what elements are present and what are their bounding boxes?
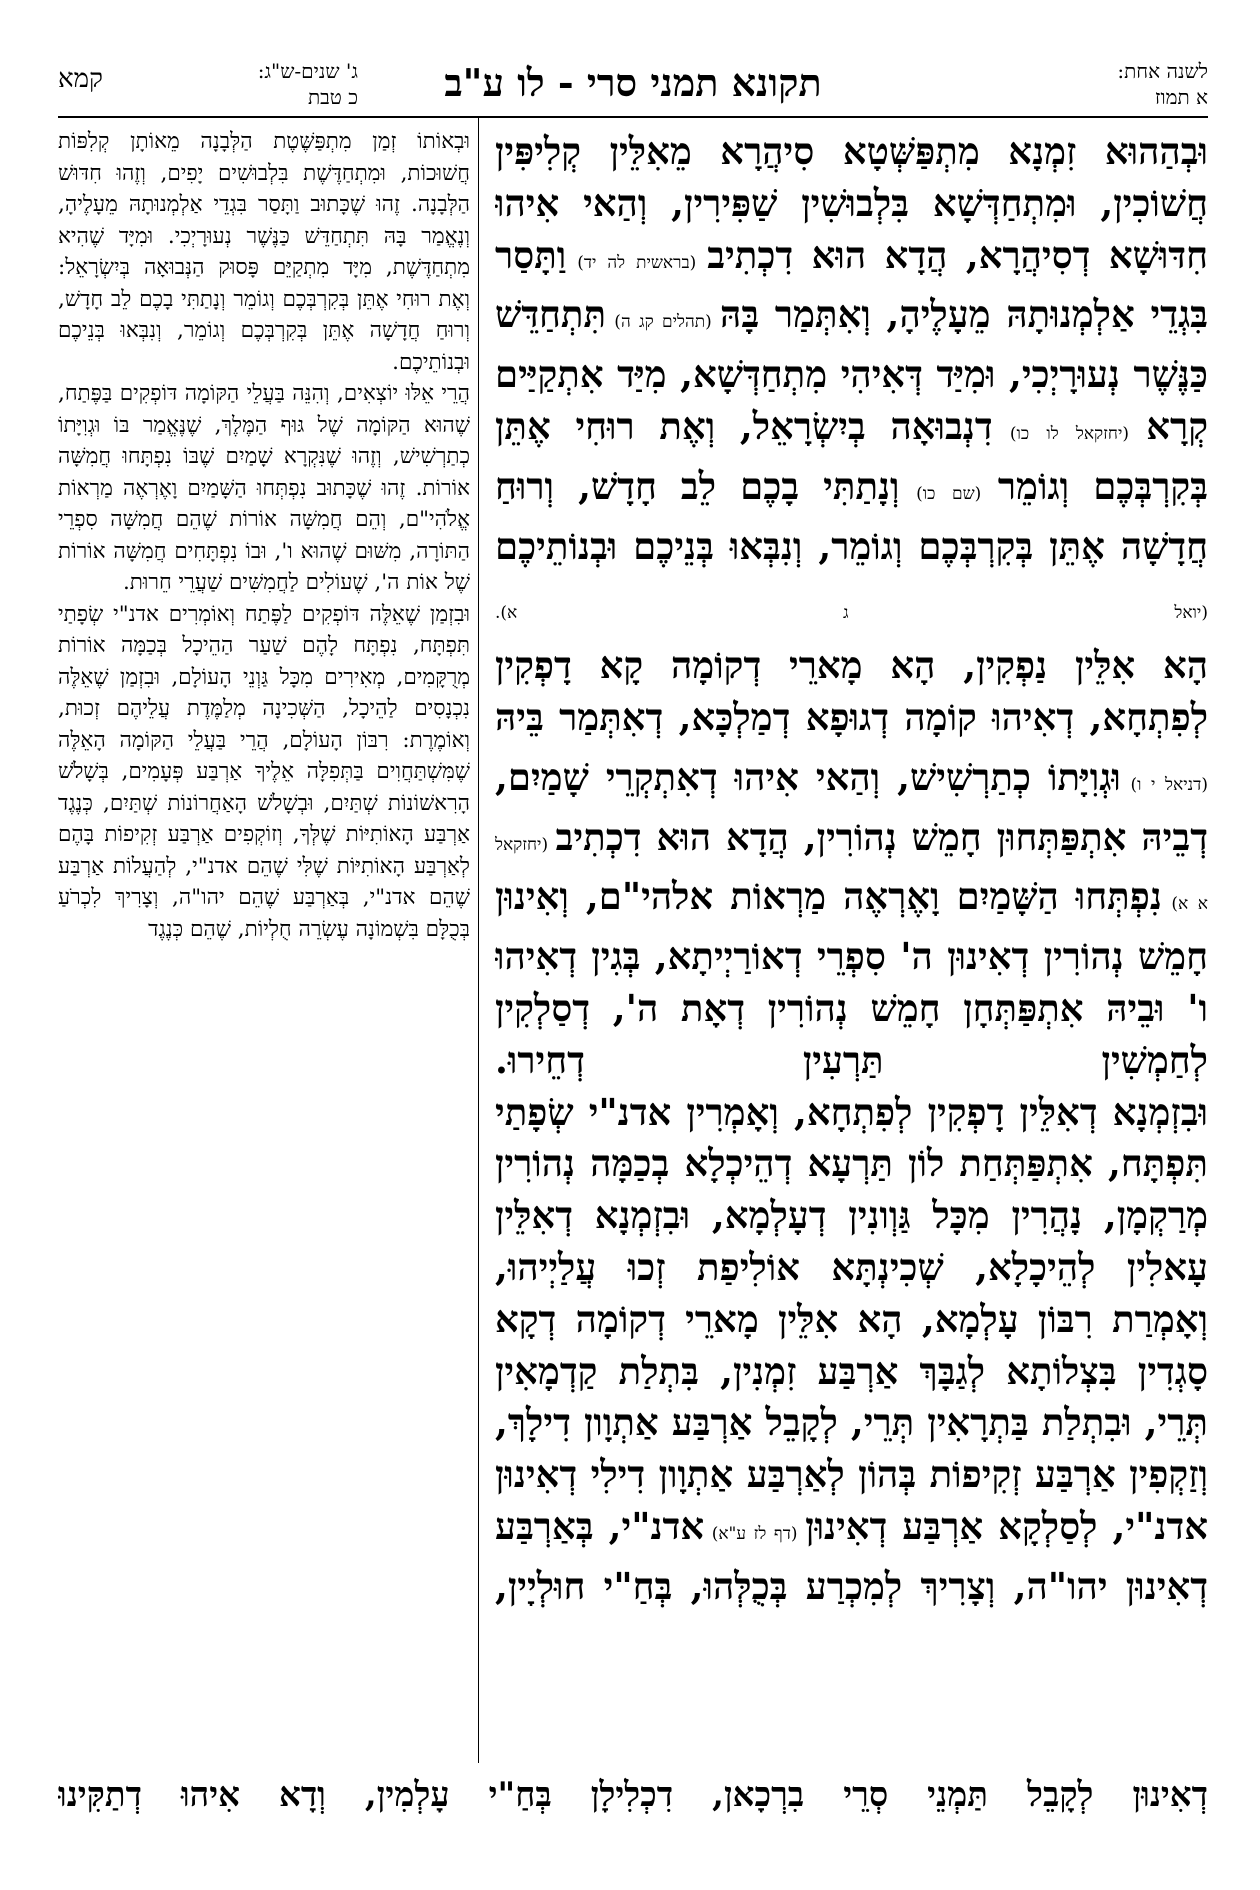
main-text-segment: וַתָּסַר בִּגְדֵי אַלְמְנוּתָהּ מֵעָלֶיהָ, וְאִתְּמַר בָּהּ [495, 232, 1208, 337]
main-text-segment: וּבִזְמְנָא דְאִלֵּין דָפְקִין לְפִתְחָא, וְאָמְרִין אדנ"י שְׂפָתַי תִּפְתָּח, אִתְפַּתְּחַת לוֹן תַּרְעָא דְהֵיכְלָא בְכַמָּה נְהוֹרִין מְרַקְמָן, נָהֲרִין מִכָּל גַּוְונִין דְעָלְמָא, וּבִזְמְנָא דְאִלֵּין עָאלִין לְהֵיכָלָא, שְׁכִינְתָּא אוֹלִיפַת זְכוּ עֲלַיְיהוּ, וְאָמְרַת רִבּוֹן עָלְמָא, הָא אִלֵּין מָארֵי דְקוֹמָה דְקָא סָגְדִין בִּצְלוֹתָא לְגַבָּךְ אַרְבַּע זִמְנִין, בִּתְלַת קַדְמָאִין תְּרֵי, וּבִתְלַת בַּתְרָאִין תְּרֵי, לְקָבֵל אַרְבַּע אַתְוָון דִילָךְ, וְזַקְפִין אַרְבַּע זְקִיפוֹת בְּהוֹן לְאַרְבַּע אַתְוָון דִילִי דְאִינוּן אדנ"י, לְסַלְקָא אַרְבַּע דְאִינוּן [495, 1089, 1208, 1548]
translation-paragraph: וּבִזְמַן שֶׁאֵלֶּה דּוֹפְקִים לַפֶּתַח וְאוֹמְרִים אדנ"י שְׂפָתַי תִּפְתָּח, נִפְתָּח לָהֶם שַׁעַר הַהֵיכָל בְּכַמָּה אוֹרוֹת מְרֻקָּמִים, מְאִירִים מִכָּל גַּוְנֵי הָעוֹלָם, וּבִזְמַן שֶׁאֵלֶּה נִכְנָסִים לַהֵיכָל, הַשְּׁכִינָה מְלַמֶּדֶת עֲלֵיהֶם זְכוּת, וְאוֹמֶרֶת: רִבּוֹן הָעוֹלָם, הֲרֵי בַּעֲלֵי הַקּוֹמָה הָאֵלֶּה שֶׁמִּשְׁתַּחֲוִים בַּתְּפִלָּה אֵלֶיךָ אַרְבַּע פְּעָמִים, בְּשָׁלֹשׁ הָרִאשׁוֹנוֹת שְׁתַּיִם, וּבְשָׁלֹשׁ הָאַחֲרוֹנוֹת שְׁתַּיִם, כְּנֶגֶד אַרְבַּע הָאוֹתִיּוֹת שֶׁלְּךָ, וְזוֹקְפִים אַרְבַּע זְקִיפוֹת בָּהֶם לְאַרְבַּע הָאוֹתִיּוֹת שֶׁלִּי שֶׁהֵם אדנ"י, לְהַעֲלוֹת אַרְבַּע שֶׁהֵם אדנ"י, בְּאַרְבַּע שֶׁהֵם יהו"ה, וְצָרִיךְ לִכְרֹעַ בְּכֻלָּם בִּשְׁמוֹנָה עֶשְׂרֵה חֻלְיוֹת, שֶׁהֵם כְּנֶגֶד [58, 601, 470, 942]
schedule-label: ג' שנים-ש"ג: [257, 59, 358, 83]
page-title: תקונא תמני סרי - לו ע"ב [444, 60, 822, 105]
main-text-segment: הָא אִלֵּין נַפְקִין, הָא מָארֵי דְקוֹמָה קָא דָפְקִין לְפִתְחָא, דְאִיהוּ קוֹמָה דְגוּפָא דְמַלְכָּא, דְאִתְּמַר בֵּיהּ [495, 643, 1208, 739]
verse-reference: (דניאל י ו) [1120, 774, 1208, 795]
main-text-segment: וְנָתַתִּי בָכֶם לֵב חָדָשׁ, וְרוּחַ חֲדָשָׁה אֶתֵּן בְּקִרְבְּכֶם וְגוֹמֵר, וְנִבְּאוּ בְּנֵיכֶם וּבְנוֹתֵיכֶם [495, 463, 1208, 568]
main-text-segment: תִּתְחַדֵּשׁ כַּנֶּשֶׁר נְעוּרָיְכִי, וּמִיַּד דְּאִיהִי מִתְחַדְּשָׁא, מִיַּד אִתְקַיַּים קְרָא [495, 292, 1208, 448]
verse-reference: (יואל ג א). [495, 603, 1208, 624]
schedule-date: כ טבת [307, 85, 358, 109]
main-text-segment: וּגְוִיָּתוֹ כְתַרְשִׁישׁ, וְהַאי אִיהוּ דְאִתְקְרֵי שָׁמַיִם, דְבֵיהּ אִתְפַּתְּחוּן חָמֵשׁ נְהוֹרִין, הֲדָא הוּא דִכְתִיב [495, 754, 1208, 859]
leaf-number: קמא [58, 64, 103, 94]
main-text-segment: אדנ"י, בְּאַרְבַּע דְאִינוּן יהו"ה, וְצָרִיךְ לְמִכְרַע בְּכֻלְּהוּ, בְּחַ"י חוּלְיָין, [495, 1503, 1208, 1608]
verse-reference: (יחזקאל לו כו) [992, 423, 1147, 444]
header-rule [58, 116, 1208, 118]
translation-paragraph: הֲרֵי אֵלּוּ יוֹצְאִים, וְהִנֵּה בַּעֲלֵי הַקּוֹמָה דּוֹפְקִים בַּפֶּתַח, שֶׁהוּא הַקּוֹמָה שֶׁל גּוּף הַמֶּלֶךְ, שֶׁנֶּאֱמַר בּוֹ וּגְוִיָּתוֹ כְתַרְשִׁישׁ, וְזֶהוּ שֶׁנִּקְרָא שָׁמַיִם שֶׁבּוֹ נִפְתָּחוּ חֲמִשָּׁה אוֹרוֹת. זֶהוּ שֶׁכָּתוּב נִפְתְּחוּ הַשָּׁמַיִם וָאֶרְאֶה מַרְאוֹת אֱלֹהִי"ם, וְהֵם חֲמִשָּׁה אוֹרוֹת שֶׁהֵם חֲמִשָּׁה סִפְרֵי הַתּוֹרָה, מִשּׁוּם שֶׁהוּא ו', וּבוֹ נִפְתָּחִים חֲמִשָּׁה אוֹרוֹת שֶׁל אוֹת ה', שֶׁעוֹלִים לַחֲמִשִּׁים שַׁעֲרֵי חֵרוּת. [58, 381, 470, 595]
verse-reference: (שם כו) [899, 483, 998, 504]
main-aramaic-text [495, 126, 1208, 1766]
column-divider [478, 118, 479, 1763]
verse-reference: (בראשית לה יד) [566, 252, 708, 273]
page-header [58, 54, 1208, 114]
main-paragraph [495, 640, 1208, 1086]
study-schedule-three-years [158, 58, 358, 110]
schedule-label: לשנה אחת: [1117, 59, 1208, 83]
translation-paragraph: וּבְאוֹתוֹ זְמַן מִתְפַּשֶּׁטֶת הַלְּבָנָה מֵאוֹתָן קְלִפּוֹת חֲשׁוּכוֹת, וּמִתְחַדֶּשֶׁת בִּלְבוּשִׁים יָפִים, וְזֶהוּ חִדּוּשׁ הַלְּבָנָה. זֶהוּ שֶׁכָּתוּב וַתָּסַר בִּגְדֵי אַלְמְנוּתָהּ מֵעָלֶיהָ, וְנֶאֱמַר בָּהּ תִּתְחַדֵּשׁ כַּנֶּשֶׁר נְעוּרָיְכִי. וּמִיָּד שֶׁהִיא מִתְחַדֶּשֶׁת, מִיָּד מִתְקַיֵּם פָּסוּק הַנְּבוּאָה בְּיִשְׂרָאֵל: וְאֶת רוּחִי אֶתֵּן בְּקִרְבְּכֶם וְגוֹמֵר וְנָתַתִּי בָכֶם לֵב חָדָשׁ, וְרוּחַ חֲדָשָׁה אֶתֵּן בְּקִרְבְּכֶם וְגוֹמֵר, וְנִבְּאוּ בְּנֵיכֶם וּבְנוֹתֵיכֶם. [58, 129, 470, 375]
bottom-continuation-line: דְאִינוּן לְקָבֵל תַּמְנֵי סְרֵי בִרְכָאן, דִכְלִילָן בְּחַ"י עָלְמִין, וְדָא אִיהוּ דְתַקִּינוּ [58, 1775, 1208, 1815]
verse-reference: (דף לז ע"א) [704, 1523, 806, 1544]
verse-reference: (יחזקאל א א) [495, 834, 1208, 915]
schedule-date: א תמוז [1154, 85, 1208, 109]
main-paragraph [495, 1087, 1208, 1613]
main-text-segment: וּבְהַהוּא זִמְנָא מִתְפַּשְּׁטָא סִיהֲרָא מֵאִלֵּין קְלִיפִּין חֲשׁוֹכִין, וּמִתְחַדְּשָׁא בִּלְבוּשִׁין שַׁפִּירִין, וְהַאי אִיהוּ חִדּוּשָׁא דְסִיהֲרָא, הֲדָא הוּא דִכְתִיב [495, 129, 1208, 277]
hebrew-translation-column [58, 126, 470, 1766]
verse-reference: (תהלים קג ה) [606, 312, 721, 333]
main-text-segment: נִפְתְּחוּ הַשָּׁמַיִם וָאֶרְאֶה מַרְאוֹת אלהי"ם, וְאִינוּן חָמֵשׁ נְהוֹרִין דְאִינוּן ה' סִפְרֵי דְאוֹרַיְיתָא, בְּגִין דְאִיהוּ ו' וּבֵיהּ אִתְפַּתְּחָן חָמֵשׁ נְהוֹרִין דְאָת ה', דְסַלְקִין לְחַמְשִׁין תַּרְעִין דְחֵירוּ. [495, 874, 1208, 1082]
main-text-segment: דִנְבוּאָה בְיִשְׂרָאֵל, וְאֶת רוּחִי אֶתֵּן בְּקִרְבְּכֶם וְגוֹמֵר [495, 403, 1208, 508]
main-paragraph [495, 126, 1208, 640]
